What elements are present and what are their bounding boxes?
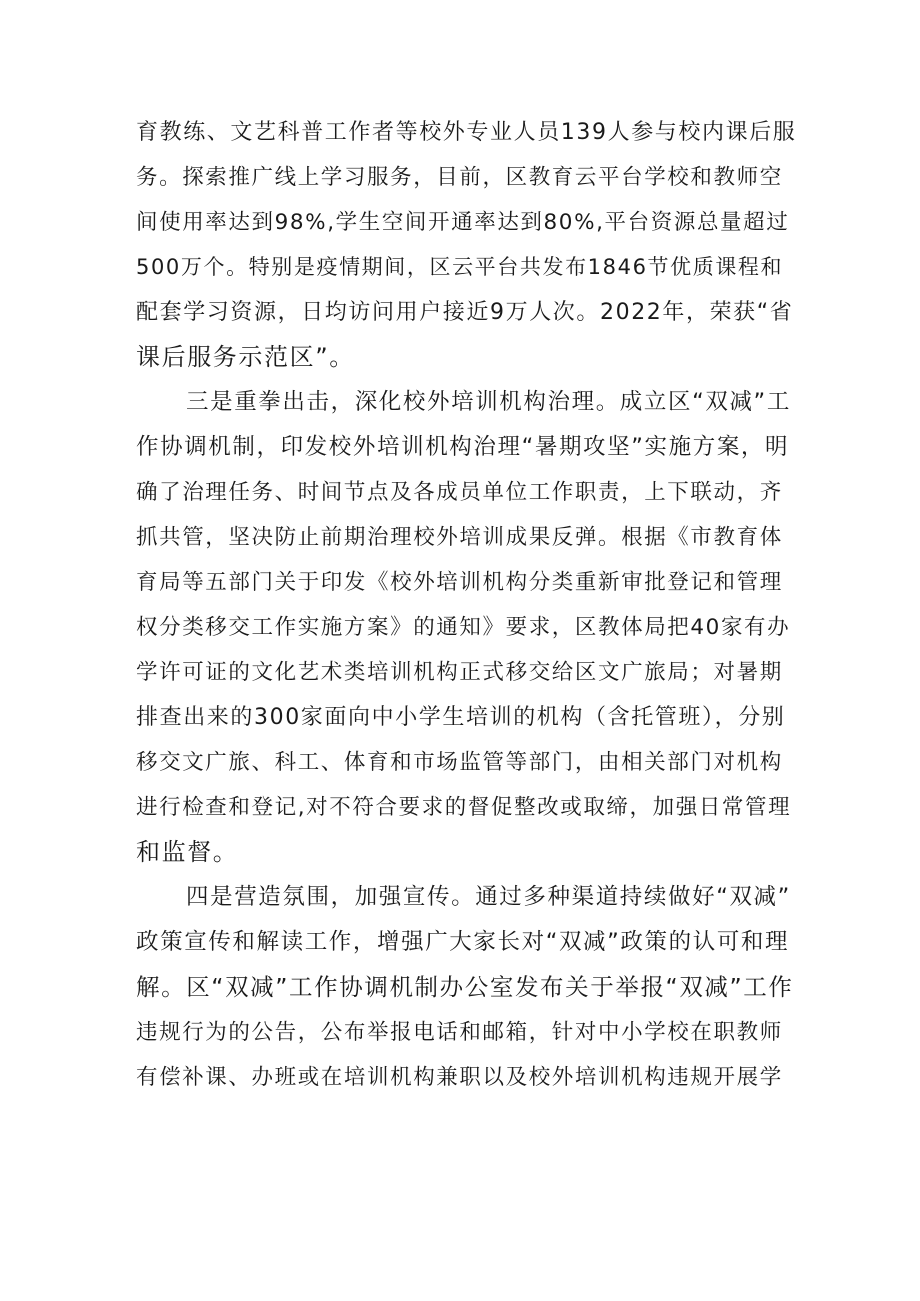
text-line: 抓共管，坚决防止前期治理校外培训成果反弹。根据《市教育体 (136, 525, 783, 550)
text-line: 政策宣传和解读工作，增强广大家长对“双减”政策的认可和理 (136, 929, 790, 955)
text-line: 进行检查和登记,对不符合要求的督促整改或取缔，加强日常管理 (136, 795, 792, 820)
text-line: 育局等五部门关于印发《校外培训机构分类重新审批登记和管理 (136, 570, 783, 595)
text-line: 作协调机制，印发校外培训机构治理“暑期攻坚”实施方案，明 (136, 434, 790, 460)
text-line: 解。区“双减”工作协调机制办公室发布关于举报“双减”工作 (136, 973, 794, 1001)
text-line: 和监督。 (136, 838, 239, 866)
text-line: 配套学习资源，日均访问用户接近9万人次。2022年，荣获“省 (136, 300, 794, 325)
text-line: 500万个。特别是疫情期间，区云平台共发布1846节优质课程和 (136, 255, 784, 279)
text-line: 移交文广旅、科工、体育和市场监管等部门，由相关部门对机构 (136, 750, 783, 775)
text-line: 违规行为的公告，公布举报电话和邮箱，针对中小学校在职教师 (136, 1020, 783, 1045)
text-line: 课后服务示范区”。 (136, 343, 355, 371)
paragraph-publicity (136, 875, 796, 1100)
paragraph-after-school-service (136, 110, 796, 380)
paragraph-training-governance (136, 380, 796, 875)
text-line: 育教练、文艺科普工作者等校外专业人员139人参与校内课后服 (136, 120, 797, 145)
document-body (136, 110, 796, 1100)
text-line: 间使用率达到98%,学生空间开通率达到80%,平台资源总量超过 (136, 210, 790, 235)
text-line: 务。探索推广线上学习服务，目前，区教育云平台学校和教师空 (136, 165, 783, 190)
text-line: 三是重拳出击，深化校外培训机构治理。成立区“双减”工 (186, 389, 791, 415)
text-line: 确了治理任务、时间节点及各成员单位工作职责，上下联动，齐 (136, 480, 783, 505)
text-line: 学许可证的文化艺术类培训机构正式移交给区文广旅局；对暑期 (136, 660, 783, 685)
text-line: 四是营造氛围，加强宣传。通过多种渠道持续做好“双减” (186, 884, 791, 910)
text-line: 权分类移交工作实施方案》的通知》要求，区教体局把40家有办 (136, 615, 791, 640)
text-line: 排查出来的300家面向中小学生培训的机构（含托管班），分别 (136, 705, 786, 730)
text-line: 有偿补课、办班或在培训机构兼职以及校外培训机构违规开展学 (136, 1065, 783, 1090)
